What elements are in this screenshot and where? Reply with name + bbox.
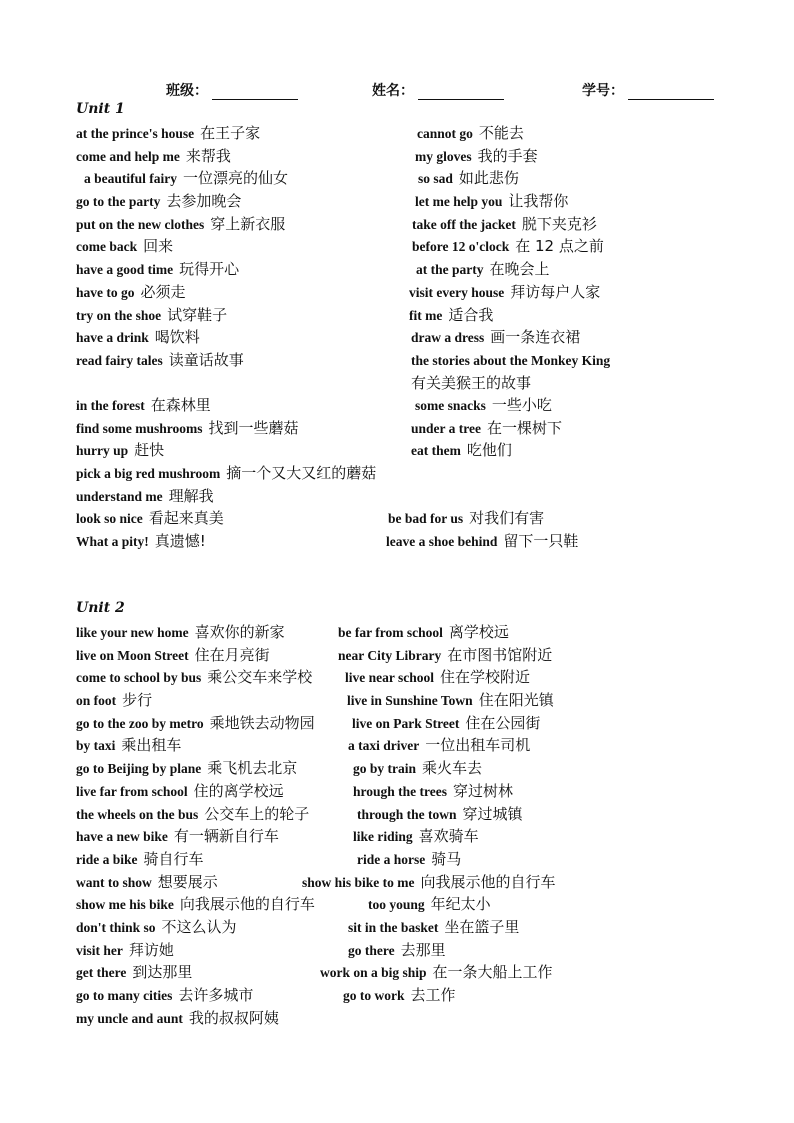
vocab-entry-right	[388, 507, 544, 530]
english-phrase: try on the shoe	[76, 307, 162, 323]
chinese-translation: 一些小吃	[491, 395, 552, 414]
chinese-translation: 理解我	[168, 486, 214, 505]
english-phrase: through the town	[357, 806, 457, 822]
vocab-row	[0, 213, 794, 236]
vocab-entry-left	[76, 485, 214, 508]
vocab-entry-left	[76, 734, 181, 757]
chinese-translation: 去许多城市	[178, 986, 254, 1004]
vocab-entry-right	[348, 939, 446, 962]
chinese-translation: 拜访每户人家	[510, 282, 601, 301]
vocab-entry-left	[76, 621, 285, 644]
vocab-entry-left	[76, 689, 152, 712]
english-phrase: the wheels on the bus	[76, 806, 199, 822]
chinese-translation: 喜欢骑车	[418, 827, 479, 846]
chinese-translation: 有一辆新自行车	[173, 827, 279, 846]
vocab-entry-right	[409, 304, 493, 327]
vocab-entry-left	[76, 803, 309, 826]
vocab-entry-left	[76, 281, 186, 304]
vocab-entry-right	[411, 349, 610, 394]
english-phrase: come and help me	[76, 148, 180, 164]
english-phrase: What a pity!	[76, 534, 149, 549]
vocab-entry-right	[409, 281, 600, 304]
chinese-translation: 乘地铁去动物园	[209, 713, 315, 732]
vocab-entry-left	[76, 190, 241, 213]
vocab-entry-left	[76, 961, 192, 984]
vocab-row	[0, 825, 794, 848]
vocab-row	[0, 304, 794, 327]
vocab-row	[0, 122, 794, 145]
vocab-entry-right	[343, 984, 456, 1007]
english-phrase: pick a big red mushroom	[76, 465, 221, 481]
english-phrase: too young	[368, 897, 425, 913]
english-phrase: so sad	[418, 171, 453, 187]
chinese-translation: 试穿鞋子	[167, 305, 228, 324]
english-phrase: go to Beijing by plane	[76, 761, 202, 777]
english-phrase: be bad for us	[388, 511, 464, 527]
english-phrase: be far from school	[338, 625, 443, 640]
english-phrase: go to the zoo by metro	[76, 715, 204, 731]
english-phrase: go to work	[343, 988, 405, 1003]
vocab-entry-right	[386, 530, 578, 553]
english-phrase: fit me	[409, 307, 443, 323]
english-phrase: hurry up	[76, 443, 129, 459]
vocab-row	[0, 893, 794, 916]
chinese-translation: 真遗憾!	[154, 532, 206, 550]
english-phrase: find some mushrooms	[76, 420, 203, 436]
english-phrase: at the party	[416, 262, 484, 278]
vocab-row	[0, 462, 794, 485]
student-number-field	[582, 80, 714, 100]
vocab-entry-left	[76, 984, 253, 1007]
vocab-entry-right	[353, 780, 513, 803]
vocab-entry-right	[368, 893, 491, 916]
chinese-translation: 年纪太小	[430, 895, 491, 914]
vocab-entry-right	[411, 417, 562, 440]
vocab-entry-left	[76, 213, 285, 236]
vocab-row	[0, 734, 794, 757]
chinese-translation: 赶快	[134, 441, 165, 460]
vocab-entry-left	[76, 780, 284, 803]
vocab-row	[0, 689, 794, 712]
chinese-translation: 乘火车去	[422, 759, 483, 778]
chinese-translation: 乘飞机去北京	[207, 759, 298, 778]
english-phrase: read fairy tales	[76, 352, 163, 368]
vocab-entry-left	[76, 848, 204, 871]
vocab-entry-left	[76, 530, 206, 553]
vocab-entry-left	[76, 462, 376, 485]
vocab-row	[0, 916, 794, 939]
chinese-translation: 摘一个又大又红的蘑菇	[226, 463, 377, 482]
vocab-row	[0, 871, 794, 894]
vocab-entry-right	[357, 803, 523, 826]
english-phrase: the stories about the Monkey King	[411, 352, 611, 368]
vocab-row	[0, 394, 794, 417]
vocab-entry-left	[76, 666, 312, 689]
vocab-entry-left	[76, 326, 200, 349]
class-blank	[212, 85, 298, 100]
chinese-translation: 向我展示他的自行车	[179, 895, 315, 914]
english-phrase: a taxi driver	[348, 738, 420, 754]
class-field	[166, 80, 298, 100]
vocab-row	[0, 961, 794, 984]
chinese-translation: 公交车上的轮子	[204, 804, 310, 823]
chinese-translation: 在 12 点之前	[515, 237, 604, 256]
chinese-translation: 住在阳光镇	[478, 691, 554, 710]
vocab-entry-right	[411, 326, 580, 349]
chinese-translation: 去那里	[400, 940, 446, 959]
chinese-translation: 穿过城镇	[462, 804, 523, 823]
vocab-row	[0, 621, 794, 644]
english-phrase: have to go	[76, 284, 135, 300]
english-phrase: understand me	[76, 488, 163, 504]
chinese-translation: 住的离学校远	[193, 781, 284, 800]
english-phrase: my gloves	[415, 148, 472, 164]
english-phrase: go to many cities	[76, 988, 173, 1003]
chinese-translation: 如此悲伤	[458, 169, 519, 188]
english-phrase: take off the jacket	[412, 216, 516, 232]
chinese-translation: 一位出租车司机	[425, 736, 531, 755]
english-phrase: in the forest	[76, 397, 145, 413]
vocab-row	[0, 757, 794, 780]
vocab-entry-right	[353, 825, 479, 848]
english-phrase: under a tree	[411, 420, 481, 436]
vocab-row	[0, 666, 794, 689]
english-phrase: by taxi	[76, 738, 116, 754]
vocab-entry-right	[320, 961, 553, 984]
vocab-entry-left	[76, 235, 173, 258]
english-phrase: cannot go	[417, 126, 473, 141]
vocab-entry-left	[76, 394, 211, 417]
chinese-translation: 必须走	[140, 282, 186, 301]
chinese-translation: 住在公园街	[465, 713, 541, 732]
english-phrase: work on a big ship	[320, 965, 427, 981]
vocab-row	[0, 712, 794, 735]
chinese-translation: 对我们有害	[469, 509, 545, 528]
vocab-row	[0, 417, 794, 440]
name-blank	[418, 85, 504, 100]
english-phrase: show me his bike	[76, 897, 174, 913]
chinese-translation: 住在学校附近	[440, 668, 531, 687]
vocab-row	[0, 326, 794, 349]
chinese-translation: 我的叔叔阿姨	[188, 1008, 279, 1027]
vocab-row	[0, 780, 794, 803]
vocab-entry-right	[416, 258, 550, 281]
vocab-entry-right	[338, 621, 509, 644]
chinese-translation: 喜欢你的新家	[194, 623, 285, 641]
english-phrase: look so nice	[76, 511, 143, 527]
vocab-row	[0, 145, 794, 168]
chinese-translation: 步行	[122, 691, 153, 710]
chinese-translation: 在王子家	[200, 124, 261, 142]
vocab-row	[0, 281, 794, 304]
english-phrase: my uncle and aunt	[76, 1010, 183, 1026]
chinese-translation: 留下一只鞋	[503, 532, 579, 550]
english-phrase: some snacks	[415, 397, 486, 413]
english-phrase: on foot	[76, 693, 117, 709]
vocab-row	[0, 644, 794, 667]
vocab-row	[0, 190, 794, 213]
chinese-translation: 穿过树林	[453, 781, 514, 800]
vocab-entry-right	[338, 644, 552, 667]
unit1-title: Unit 1	[76, 101, 125, 117]
chinese-translation: 在一棵树下	[487, 418, 563, 437]
vocab-entry-left	[76, 349, 244, 372]
english-phrase: want to show	[76, 874, 152, 890]
chinese-translation: 一位漂亮的仙女	[183, 169, 289, 188]
chinese-translation: 找到一些蘑菇	[208, 418, 299, 437]
english-phrase: hrough the trees	[353, 783, 447, 799]
student-number-blank	[628, 85, 714, 100]
vocab-row	[0, 530, 794, 553]
english-phrase: come back	[76, 239, 138, 255]
unit2-vocab-list	[0, 621, 794, 1029]
english-phrase: draw a dress	[411, 330, 485, 346]
chinese-translation: 不能去	[478, 124, 524, 142]
vocab-row	[0, 235, 794, 258]
vocab-row	[0, 803, 794, 826]
chinese-translation: 适合我	[448, 305, 494, 324]
vocab-entry-right	[418, 167, 519, 190]
vocab-entry-right	[415, 145, 538, 168]
chinese-translation: 在一条大船上工作	[432, 963, 553, 982]
vocab-entry-left	[76, 644, 270, 667]
english-phrase: have a new bike	[76, 829, 168, 845]
chinese-translation: 乘出租车	[121, 736, 182, 755]
vocab-row	[0, 258, 794, 281]
english-phrase: visit her	[76, 942, 123, 958]
vocab-entry-left	[76, 939, 174, 962]
chinese-translation: 喝饮料	[154, 328, 200, 347]
chinese-translation: 离学校远	[448, 623, 509, 641]
vocab-entry-right	[302, 871, 556, 894]
chinese-translation: 有关美猴王的故事	[411, 373, 532, 392]
vocab-entry-left	[76, 825, 279, 848]
vocab-row	[0, 349, 794, 394]
english-phrase: have a drink	[76, 330, 149, 346]
vocab-entry-right	[345, 666, 530, 689]
chinese-translation: 去工作	[410, 986, 456, 1004]
english-phrase: go by train	[353, 761, 417, 777]
vocab-entry-left	[76, 258, 239, 281]
chinese-translation: 在市图书馆附近	[447, 645, 553, 664]
chinese-translation: 向我展示他的自行车	[420, 872, 556, 891]
vocab-row	[0, 167, 794, 190]
chinese-translation: 穿上新衣服	[210, 214, 286, 233]
name-field	[372, 80, 504, 100]
vocab-entry-left	[76, 757, 297, 780]
unit1-vocab-list	[0, 122, 794, 553]
chinese-translation: 回来	[143, 237, 174, 256]
vocab-entry-left	[76, 145, 231, 168]
english-phrase: go there	[348, 942, 395, 958]
class-label: 班级：	[166, 83, 208, 99]
vocab-entry-right	[417, 122, 524, 145]
vocab-row	[0, 439, 794, 462]
vocab-entry-right	[348, 734, 530, 757]
vocab-entry-right	[412, 235, 604, 258]
chinese-translation: 想要展示	[157, 872, 218, 891]
english-phrase: live in Sunshine Town	[347, 693, 473, 709]
english-phrase: ride a bike	[76, 851, 138, 867]
english-phrase: show his bike to me	[302, 874, 415, 890]
chinese-translation: 去参加晚会	[166, 192, 242, 211]
english-phrase: visit every house	[409, 284, 505, 300]
vocab-entry-left	[76, 893, 315, 916]
vocab-entry-left	[76, 1007, 279, 1030]
vocab-row	[0, 848, 794, 871]
english-phrase: let me help you	[415, 194, 503, 210]
chinese-translation: 拜访她	[128, 940, 174, 959]
student-number-label: 学号：	[582, 83, 624, 99]
english-phrase: have a good time	[76, 262, 174, 278]
english-phrase: at the prince's house	[76, 126, 195, 141]
english-phrase: come to school by bus	[76, 670, 202, 686]
chinese-translation: 乘公交车来学校	[207, 668, 313, 687]
english-phrase: live near school	[345, 670, 434, 686]
chinese-translation: 玩得开心	[179, 260, 240, 279]
vocab-row	[0, 984, 794, 1007]
vocab-row	[0, 507, 794, 530]
chinese-translation: 吃他们	[466, 441, 512, 460]
vocab-row	[0, 485, 794, 508]
chinese-translation: 到达那里	[132, 963, 193, 982]
vocab-entry-left	[76, 304, 227, 327]
chinese-translation: 看起来真美	[148, 509, 224, 528]
chinese-translation: 读童话故事	[168, 350, 244, 369]
chinese-translation: 骑马	[431, 849, 462, 868]
vocab-entry-right	[352, 712, 540, 735]
vocab-entry-right	[415, 190, 568, 213]
chinese-translation: 画一条连衣裙	[490, 328, 581, 347]
vocab-entry-right	[348, 916, 519, 939]
chinese-translation: 让我帮你	[508, 192, 569, 211]
english-phrase: live far from school	[76, 783, 188, 799]
vocab-entry-left	[76, 122, 260, 145]
english-phrase: before 12 o'clock	[412, 239, 510, 255]
vocab-entry-left	[76, 507, 224, 530]
vocab-entry-left	[84, 167, 288, 190]
vocab-entry-right	[353, 757, 482, 780]
chinese-translation: 我的手套	[477, 146, 538, 165]
english-phrase: get there	[76, 965, 127, 981]
chinese-translation: 在晚会上	[489, 260, 550, 279]
vocab-entry-right	[411, 439, 512, 462]
vocab-entry-right	[347, 689, 554, 712]
unit2-title: Unit 2	[76, 600, 125, 616]
english-phrase: put on the new clothes	[76, 216, 205, 232]
english-phrase: like riding	[353, 829, 413, 845]
vocab-entry-left	[76, 916, 237, 939]
chinese-translation: 坐在篮子里	[444, 917, 520, 936]
chinese-translation: 脱下夹克衫	[521, 214, 597, 233]
chinese-translation: 骑自行车	[143, 849, 204, 868]
name-label: 姓名：	[372, 83, 414, 99]
chinese-translation: 来帮我	[185, 146, 231, 165]
vocab-row	[0, 939, 794, 962]
vocab-entry-left	[76, 712, 315, 735]
english-phrase: eat them	[411, 443, 461, 459]
chinese-translation: 不这么认为	[161, 917, 237, 936]
chinese-translation: 住在月亮街	[194, 645, 270, 664]
vocab-entry-right	[415, 394, 552, 417]
vocab-entry-left	[76, 417, 299, 440]
english-phrase: live on Moon Street	[76, 647, 189, 663]
vocab-entry-left	[76, 871, 218, 894]
english-phrase: sit in the basket	[348, 919, 439, 935]
english-phrase: leave a shoe behind	[386, 534, 498, 549]
vocab-entry-right	[412, 213, 597, 236]
chinese-translation: 在森林里	[150, 395, 211, 414]
english-phrase: near City Library	[338, 647, 442, 663]
english-phrase: don't think so	[76, 919, 156, 935]
vocab-entry-left	[76, 439, 164, 462]
english-phrase: like your new home	[76, 625, 189, 640]
english-phrase: ride a horse	[357, 851, 426, 867]
vocab-row	[0, 1007, 794, 1030]
vocab-entry-right	[357, 848, 461, 871]
english-phrase: a beautiful fairy	[84, 171, 177, 187]
english-phrase: live on Park Street	[352, 715, 460, 731]
english-phrase: go to the party	[76, 194, 161, 210]
